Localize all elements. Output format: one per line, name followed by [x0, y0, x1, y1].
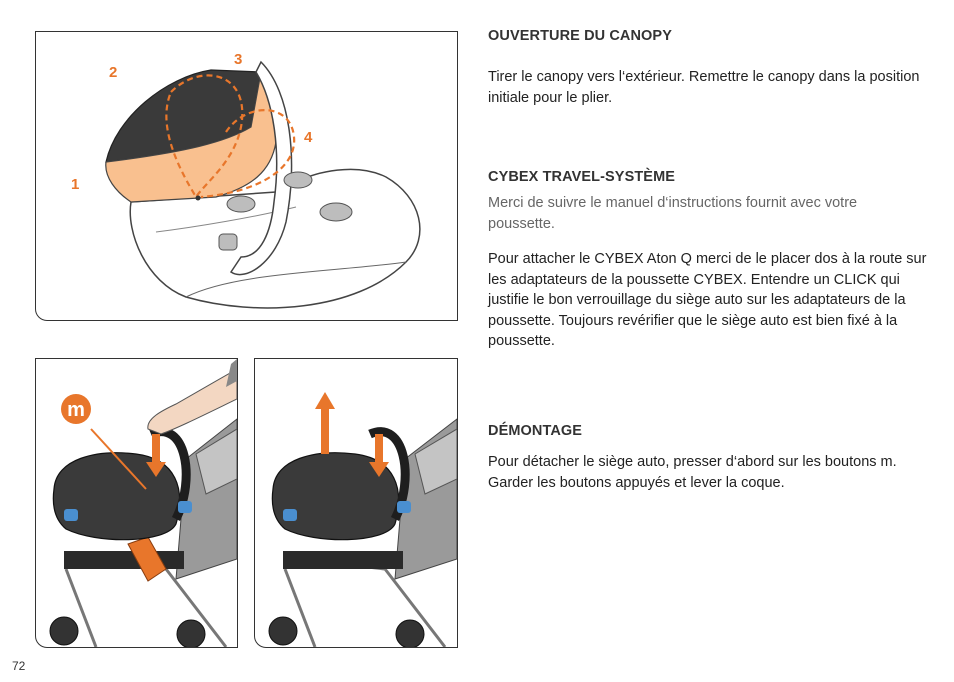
label-2: 2	[109, 64, 118, 81]
heading-canopy: OUVERTURE DU CANOPY	[488, 28, 672, 44]
heading-demontage: DÉMONTAGE	[488, 423, 583, 439]
detach-drawing	[255, 359, 457, 647]
down-arrow-icon	[375, 434, 383, 464]
label-1: 1	[71, 176, 80, 193]
label-3: 3	[234, 51, 243, 68]
paragraph-travel-system-attach: Pour attacher le CYBEX Aton Q merci de le placer dos à la route sur les adaptateurs de la poussette CYBEX. Entendre un CLICK qui justifie le bon verrouillage du siège auto sur les adaptateurs de la poussette. Toujours revérifier que le siège auto est bien fixé à la poussette.	[488, 251, 927, 349]
side-button	[284, 172, 312, 188]
detach-illustration	[254, 358, 458, 648]
label-4: 4	[304, 129, 313, 146]
attach-illustration	[35, 358, 238, 648]
paragraph-demontage: Pour détacher le siège auto, presser d‘abord sur les boutons m. Garder les boutons appuyés et lever la coque.	[488, 454, 897, 491]
paragraph-canopy: Tirer le canopy vers l‘extérieur. Remettre le canopy dans la position initiale pour le plier.	[488, 69, 920, 106]
canopy-drawing	[36, 32, 457, 320]
heading-travel-system: CYBEX TRAVEL-SYSTÈME	[488, 169, 676, 185]
up-arrow-icon	[315, 392, 335, 409]
callout-label-m: m	[67, 399, 85, 421]
canopy-illustration	[35, 31, 458, 321]
page-number: 72	[12, 659, 26, 673]
paragraph-travel-system-note: Merci de suivre le manuel d‘instructions fournit avec votre poussette.	[488, 195, 858, 232]
attach-drawing	[36, 359, 237, 647]
